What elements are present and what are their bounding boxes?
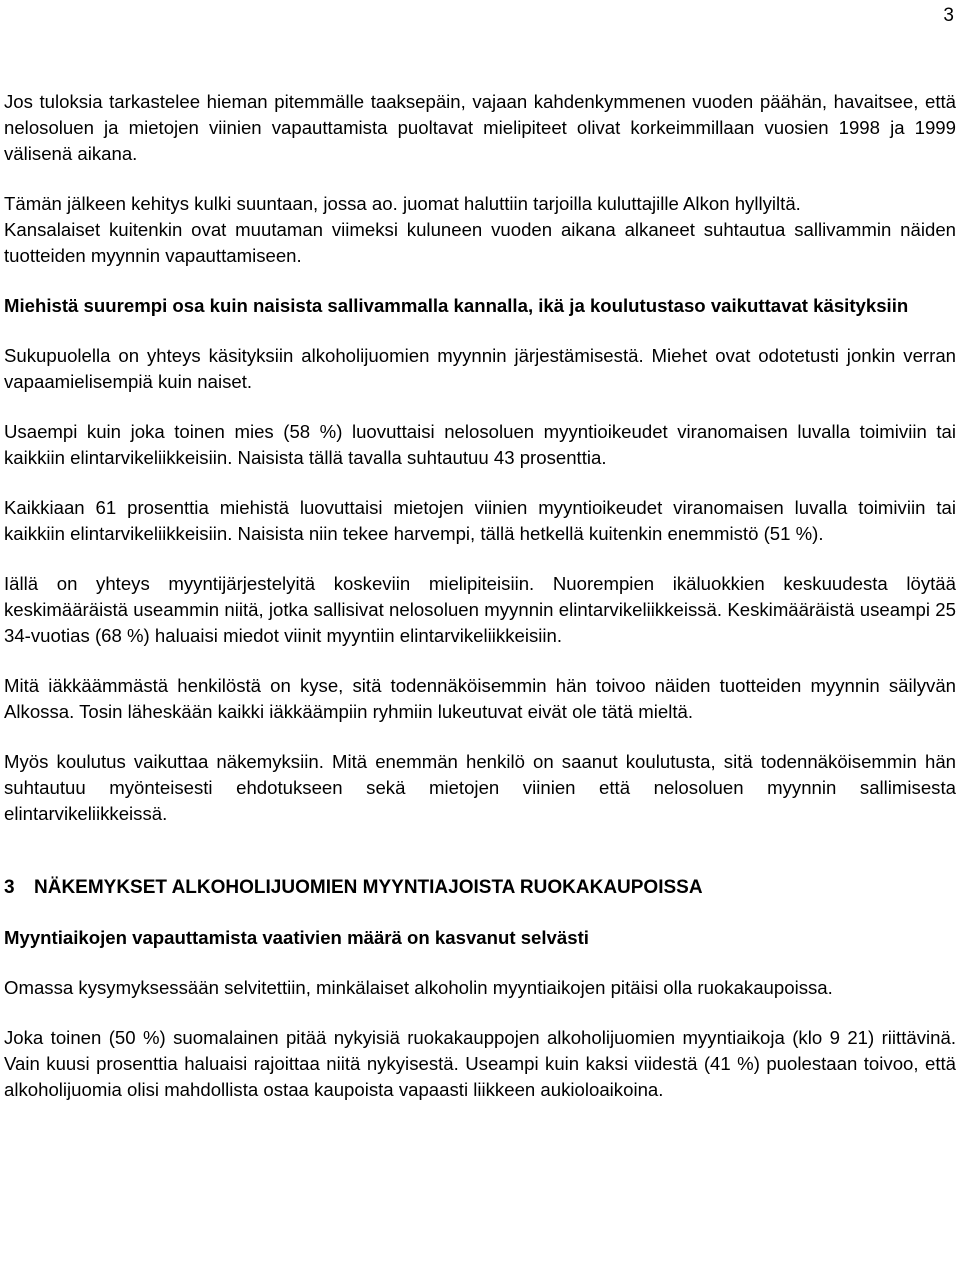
paragraph: Jos tuloksia tarkastelee hieman pitemmälle taaksepäin, vajaan kahdenkymmenen vuoden päähän, havaitsee, että nelosoluen ja mietojen viinien vapauttamista puoltavat mielipiteet olivat korkeimmillaan vuosien 1998 ja 1999 välisenä aikana. <box>4 91 956 164</box>
paragraph: Joka toinen (50 %) suomalainen pitää nykyisiä ruokakauppojen alkoholijuomien myyntiaikoja (klo 9 21) riittävinä. Vain kuusi prosenttia haluaisi rajoittaa niitä nykyisestä. Useampi kuin kaksi viidestä (41 %) puolestaan toivoo, että alkoholijuomia olisi mahdollista ostaa kaupoista vapaasti liikkeen aukioloaikoina. <box>4 1027 956 1100</box>
paragraph: Kansalaiset kuitenkin ovat muutaman viimeksi kuluneen vuoden aikana alkaneet suhtautua sallivammin näiden tuotteiden myynnin vapauttamiseen. <box>4 219 956 266</box>
page-number: 3 <box>943 5 954 26</box>
paragraph: Sukupuolella on yhteys käsityksiin alkoholijuomien myynnin järjestämisestä. Miehet ovat odotetusti jonkin verran vapaamielisempiä kuin naiset. <box>4 345 956 392</box>
paragraph: Mitä iäkkäämmästä henkilöstä on kyse, sitä todennäköisemmin hän toivoo näiden tuotteiden myynnin säilyvän Alkossa. Tosin läheskään kaikki iäkkäämpiin ryhmiin lukeutuvat eivät ole tätä mieltä. <box>4 675 956 722</box>
paragraph: Omassa kysymyksessään selvitettiin, minkälaiset alkoholin myyntiaikojen pitäisi olla ruokakaupoissa. <box>4 977 833 998</box>
paragraph: Iällä on yhteys myyntijärjestelyitä koskeviin mielipiteisiin. Nuorempien ikäluokkien keskuudesta löytää keskimääräistä useammin niitä, jotka sallisivat nelosoluen myynnin elintarvikeliikkeissä. Keskimääräistä useampi 25 34-vuotias (68 %) haluaisi miedot viinit myyntiin elintarvikeliikkeisiin. <box>4 573 956 646</box>
subsection-heading: Myyntiaikojen vapauttamista vaativien määrä on kasvanut selvästi <box>4 927 589 948</box>
paragraph: Tämän jälkeen kehitys kulki suuntaan, jossa ao. juomat haluttiin tarjoilla kuluttajille Alkon hyllyiltä. <box>4 193 801 214</box>
chapter-heading <box>4 875 956 901</box>
section-heading: Miehistä suurempi osa kuin naisista sallivammalla kannalla, ikä ja koulutustaso vaikuttavat käsityksiin <box>4 295 909 316</box>
paragraph: Myös koulutus vaikuttaa näkemyksiin. Mitä enemmän henkilö on saanut koulutusta, sitä todennäköisemmin hän suhtautuu myönteisesti ehdotukseen sekä mietojen viinien että nelosoluen myynnin sallimisesta elintarvikeliikkeissä. <box>4 751 956 824</box>
chapter-title: NÄKEMYKSET ALKOHOLIJUOMIEN MYYNTIAJOISTA RUOKAKAUPOISSA <box>34 877 703 898</box>
chapter-number: 3 <box>4 877 15 898</box>
page-content <box>4 89 956 1103</box>
paragraph: Kaikkiaan 61 prosenttia miehistä luovuttaisi mietojen viinien myyntioikeudet viranomaisen luvalla toimiviin tai kaikkiin elintarvikeliikkeisiin. Naisista niin tekee harvempi, tällä hetkellä kuitenkin enemmistö (51 %). <box>4 497 956 544</box>
paragraph: Usaempi kuin joka toinen mies (58 %) luovuttaisi nelosoluen myyntioikeudet viranomaisen luvalla toimiviin tai kaikkiin elintarvikeliikkeisiin. Naisista tällä tavalla suhtautuu 43 prosenttia. <box>4 421 956 468</box>
